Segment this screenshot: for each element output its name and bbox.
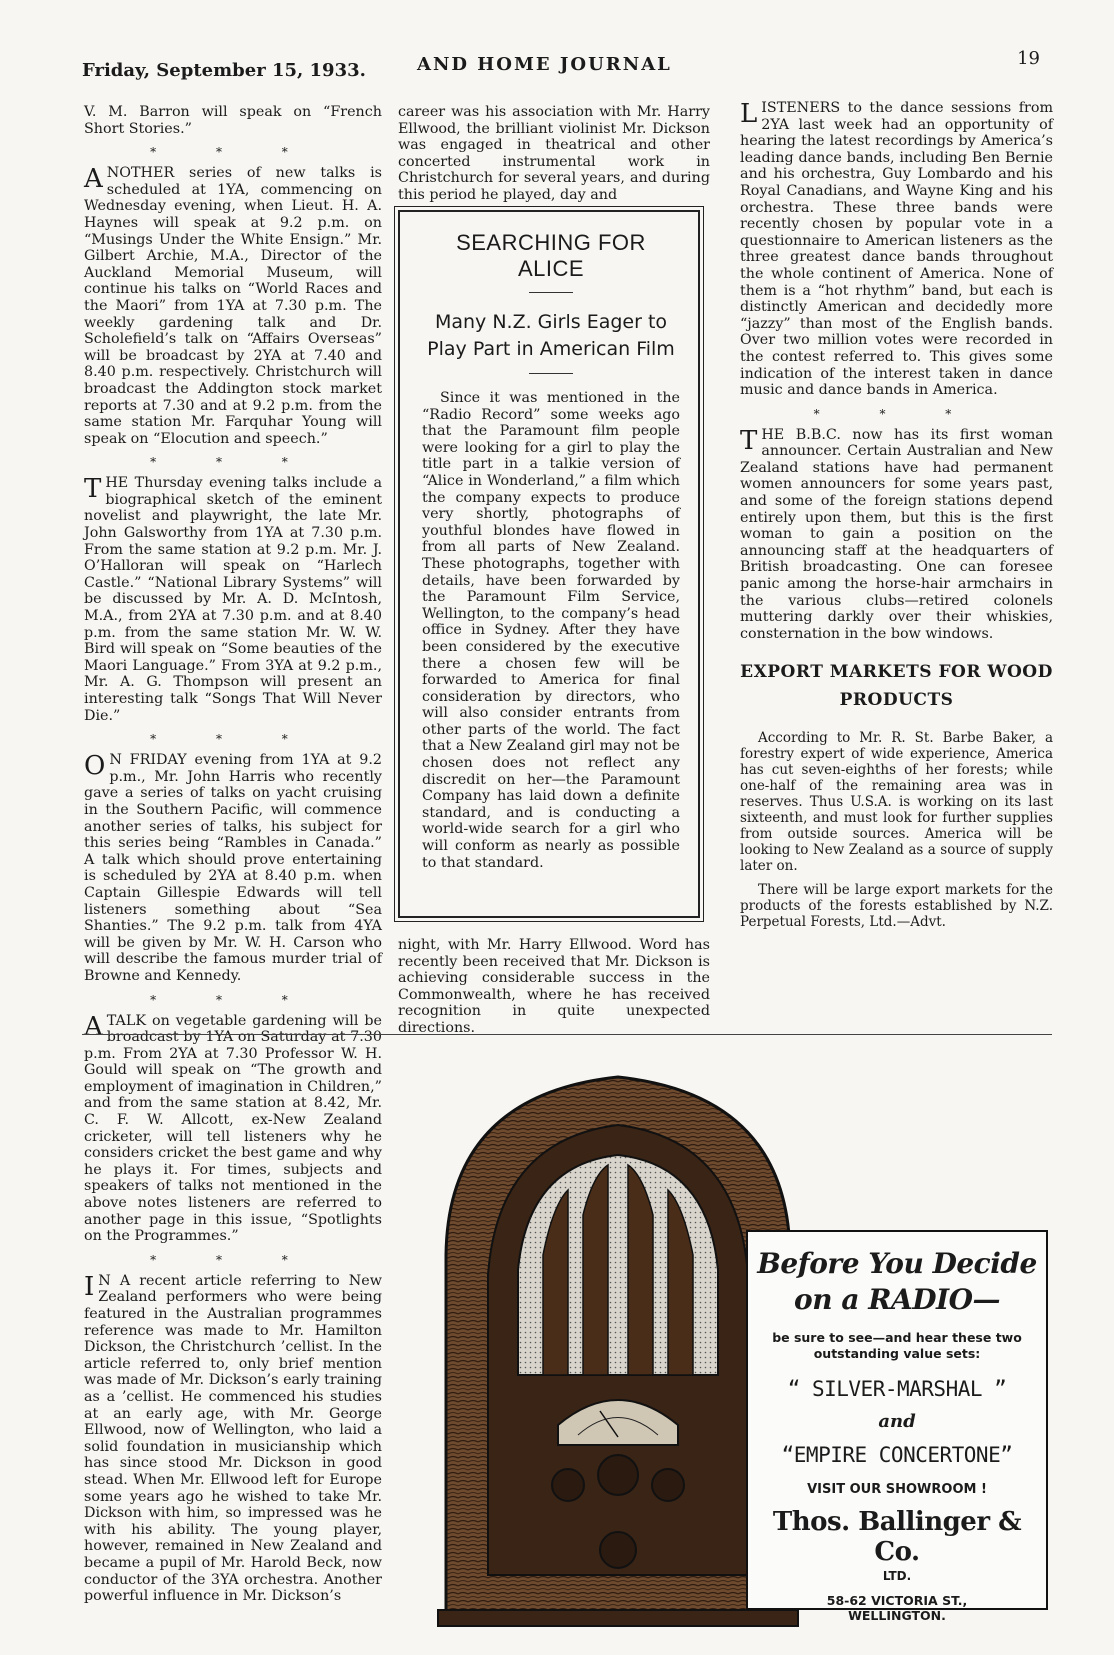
box-body: Since it was mentioned in the “Radio Record” some weeks ago that the Paramount film people were looking for a girl to play the title part in a talkie version of “Alice in Wonderland,” a film which the company expects to produce very shortly, photographs of youthful blondes have flowed in from all parts of New Zealand. These photographs, together with details, have been forwarded by the Paramount Film Service, Wellington, to the company’s head office in Sydney. After they have been considered by the executive there a chosen few will be forwarded to America for final consideration by directors, who will also consider entrants from other parts of the world. The fact that a New Zealand girl may not be chosen does not reflect any discredit on her—the Paramount Company has laid down a definite standard, and is conducting a world-wide search for a girl who will conform as nearly as possible to that standard. bbox=[422, 390, 680, 871]
drop-cap: A bbox=[84, 164, 103, 195]
ad-showroom: VISIT OUR SHOWROOM ! bbox=[807, 1482, 987, 1497]
section-separator: * * * bbox=[150, 145, 316, 160]
article-paragraph bbox=[84, 1013, 382, 1245]
ad-product-2: “EMPIRE CONCERTONE” bbox=[781, 1443, 1013, 1467]
box-title: SEARCHING FOR ALICE bbox=[456, 230, 646, 281]
article-paragraph: V. M. Barron will speak on “French Short Stories.” bbox=[84, 104, 382, 137]
paragraph-text: NOTHER series of new talks is scheduled at 1YA, commencing on Wednesday evening, when Lieut. H. A. Haynes will speak at 9.2 p.m. on “Musings Under the White Ensign.” Mr. Gilbert Archie, M.A., Director of the Auckland Memorial Museum, will continue his talks on “World Races and the Maori” from 1YA at 7.30 p.m. The weekly gardening talk and Dr. Scholefield’s talk on “Affairs Overseas” will be broadcast by 2YA at 7.40 and 8.40 p.m. respectively. Christchurch will broadcast the Addington stock market reports at 7.30 and at 9.2 p.m. from the same station Mr. Farquhar Young will speak on “Elocution and speech.” bbox=[84, 165, 382, 447]
ad-and: and bbox=[878, 1411, 916, 1432]
alice-article-box bbox=[398, 210, 700, 918]
paragraph-text: HE Thursday evening talks include a biographical sketch of the eminent novelist and playwright, the late Mr. John Galsworthy from 1YA at 7.30 p.m. From the same station at 9.2 p.m. Mr. J. O’Halloran will speak on “Harlech Castle.” “National Library Systems” will be discussed by Mr. A. D. McIntosh, M.A., from 2YA at 7.30 p.m. and at 8.40 p.m. from the same station Mr. W. W. Bird will speak on “Some beauties of the Maori Language.” From 3YA at 9.2 p.m., Mr. A. G. Thompson will present an interesting talk “Songs That Will Never Die.” bbox=[84, 475, 382, 724]
issue-date: Friday, September 15, 1933. bbox=[82, 60, 366, 81]
box-rule bbox=[529, 373, 573, 374]
section-separator: * * * bbox=[150, 732, 316, 747]
export-advt: There will be large export markets for the products of the forests established by N.Z. Perpetual Forests, Ltd.—Advt. bbox=[740, 882, 1053, 931]
export-paragraph: According to Mr. R. St. Barbe Baker, a forestry expert of wide experience, America has cut seven-eighths of her forests; while one-half of the remaining area was in reserves. Thus U.S.A. is working on its last sixteenth, and must look for further supplies from outside sources. America will be looking to New Zealand as a source of supply later on. bbox=[740, 730, 1053, 875]
section-separator: * * * bbox=[150, 455, 316, 470]
ad-divider bbox=[82, 1034, 1052, 1035]
ad-intro: be sure to see—and hear these two outstanding value sets: bbox=[772, 1330, 1022, 1361]
article-paragraph bbox=[740, 100, 1053, 399]
ad-headline: Before You Decide bbox=[757, 1247, 1037, 1280]
box-rule bbox=[529, 292, 573, 293]
ad-city: WELLINGTON. bbox=[848, 1608, 946, 1623]
article-paragraph bbox=[740, 427, 1053, 643]
paragraph-text: N A recent article referring to New Zealand performers who were being featured in the Australian programmes reference was made to Mr. Hamilton Dickson, the Christchurch ’cellist. In the article referred to, only brief mention was made of Mr. Dickson’s early training as a ’cellist. He commenced his studies at an early age, with Mr. George Ellwood, now of Wellington, who laid a solid foundation in musicianship which has since stood Mr. Dickson in good stead. When Mr. Ellwood left for Europe some years ago he wished to take Mr. Dickson with him, so impressed was he with his ability. The young player, however, remained in New Zealand and became a pupil of Mr. Harold Beck, now conductor of the 3YA orchestra. Another powerful influence in Mr. Dickson’s bbox=[84, 1272, 382, 1605]
publication-title: AND HOME JOURNAL bbox=[417, 54, 672, 75]
article-paragraph bbox=[84, 165, 382, 447]
drop-cap: A bbox=[84, 1011, 103, 1042]
article-paragraph: night, with Mr. Harry Ellwood. Word has recently been received that Mr. Dickson is achieving considerable success in the Commonwealth, where he has received recognition in quite unexpected directions. bbox=[398, 937, 710, 1036]
article-paragraph bbox=[84, 1273, 382, 1605]
article-paragraph bbox=[84, 752, 382, 984]
page-number: 19 bbox=[1017, 48, 1040, 69]
ad-ltd: LTD. bbox=[882, 1569, 912, 1583]
article-paragraph: career was his association with Mr. Harry Ellwood, the brilliant violinist Mr. Dickson was engaged in theatrical and other concerted instrumental work in Christchurch for several years, and during this period he played, day and bbox=[398, 104, 710, 203]
ad-headline-2: on a RADIO— bbox=[794, 1283, 1000, 1316]
ad-company: Thos. Ballinger & Co. bbox=[772, 1507, 1022, 1567]
column-2-bottom bbox=[398, 937, 710, 1045]
drop-cap: T bbox=[84, 474, 102, 505]
paragraph-text: HE B.B.C. now has its first woman announcer. Certain Australian and New Zealand stations have had permanent women announcers for some years past, and some of the foreign stations depend entirely upon them, but this is the first woman to gain a position on the announcing staff at the headquarters of British broadcasting. One can foresee panic among the horse-hair armchairs in the various clubs—retired colonels muttering darkly over their whiskies, consternation in the bow windows. bbox=[740, 426, 1053, 642]
radio-advertisement bbox=[746, 1230, 1048, 1623]
column-2-top bbox=[398, 104, 710, 212]
paragraph-text: ISTENERS to the dance sessions from 2YA last week had an opportunity of hearing the latest recordings by America’s leading dance bands, including Ben Bernie and his orchestra, Guy Lombardo and his Royal Canadians, and Wayne King and his orchestra. These three bands were recently chosen by popular vote in a questionnaire to American listeners as the three greatest dance bands throughout the whole continent of America. None of them is a “hot rhythm” band, but each is distinctly American and decidedly more “jazzy” than most of the English bands. Over two million votes were recorded in the contest referred to. This gives some indication of the interest taken in dance music and dance bands in America. bbox=[740, 100, 1053, 399]
page-header bbox=[82, 48, 1052, 88]
ad-address: 58-62 VICTORIA ST., bbox=[826, 1593, 968, 1608]
section-separator: * * * bbox=[150, 992, 316, 1007]
drop-cap: L bbox=[740, 99, 758, 129]
drop-cap: O bbox=[84, 751, 106, 782]
paragraph-text: N FRIDAY evening from 1YA at 9.2 p.m., Mr. John Harris who recently gave a series of talks on yacht cruising in the Southern Pacific, will commence another series of talks, his subject for this series being “Rambles in Canada.” A talk which should prove entertaining is scheduled by 2YA at 8.40 p.m. when Captain Gillespie Edwards will tell listeners something about “Sea Shanties.” The 9.2 p.m. talk from 4YA will be given by Mr. W. H. Carson who will describe the famous murder trial of Browne and Kennedy. bbox=[84, 752, 382, 984]
drop-cap: I bbox=[84, 1271, 95, 1302]
column-3 bbox=[740, 100, 1053, 938]
box-subtitle: Many N.Z. Girls Eager to Play Part in American Film bbox=[427, 311, 675, 360]
ad-product-1: “ SILVER-MARSHAL ” bbox=[787, 1377, 1007, 1401]
drop-cap: T bbox=[740, 425, 758, 456]
column-1 bbox=[84, 104, 382, 1613]
section-separator: * * * bbox=[150, 1252, 316, 1267]
paragraph-text: TALK on vegetable gardening will be broadcast by 1YA on Saturday at 7.30 p.m. From 2YA at 7.30 Professor W. H. Gould will speak on “The growth and employment of imagination in Children,” and from the same station at 8.42, Mr. C. F. W. Allcott, ex-New Zealand cricketer, will tell listeners why he considers cricket the best game and why he plays it. For times, subjects and speakers of talks not mentioned in the above notes listeners are referred to another page in this issue, “Spotlights on the Programmes.” bbox=[84, 1012, 382, 1245]
section-separator: * * * bbox=[813, 406, 980, 421]
export-heading: EXPORT MARKETS FOR WOOD PRODUCTS bbox=[740, 662, 1053, 711]
article-paragraph bbox=[84, 475, 382, 724]
